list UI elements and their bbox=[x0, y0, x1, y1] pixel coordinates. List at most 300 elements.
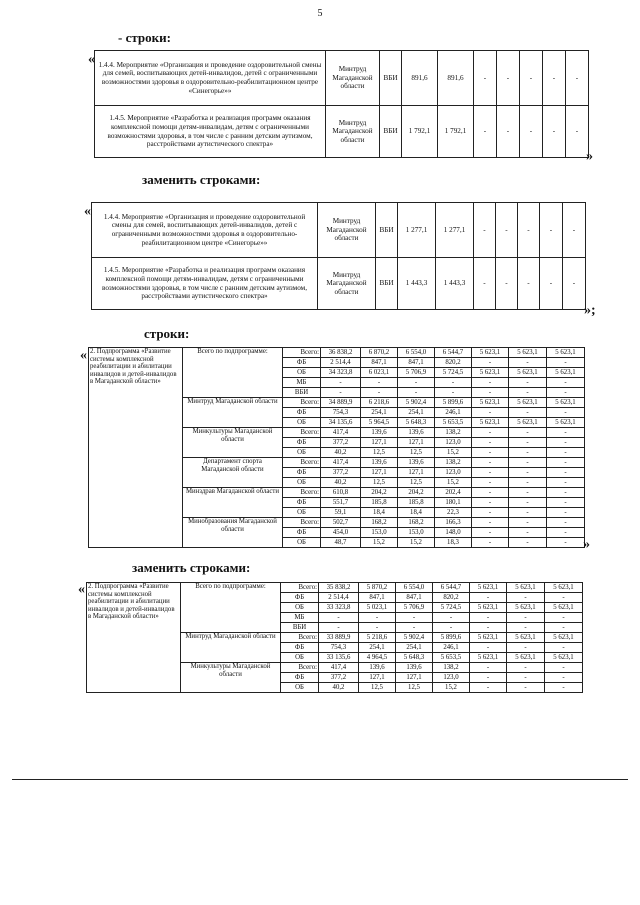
amount-cell: - bbox=[472, 458, 509, 468]
responsible-org: Минтруд Магаданской области bbox=[181, 633, 281, 663]
amount-cell: - bbox=[470, 683, 507, 693]
amount-cell: 123,0 bbox=[433, 673, 470, 683]
amount-cell: 34 889,9 bbox=[321, 398, 361, 408]
amount-cell: 847,1 bbox=[361, 358, 398, 368]
amount-cell: 5 964,5 bbox=[361, 418, 398, 428]
close-quote-semicolon: »; bbox=[584, 303, 596, 318]
amount-cell: - bbox=[547, 428, 585, 438]
amount-cell: 5 623,1 bbox=[547, 418, 585, 428]
amount-cell: - bbox=[509, 388, 547, 398]
table-row bbox=[95, 106, 589, 158]
amount-cell: - bbox=[361, 378, 398, 388]
amount-cell: 847,1 bbox=[359, 593, 396, 603]
amount-cell: 148,0 bbox=[435, 528, 472, 538]
amount-cell: 6 870,2 bbox=[361, 348, 398, 358]
amount-cell: 6 554,0 bbox=[396, 583, 433, 593]
amount-cell: 417,4 bbox=[321, 458, 361, 468]
amount-cell: - bbox=[396, 613, 433, 623]
amount-cell: - bbox=[509, 378, 547, 388]
amount-cell: 5 653,5 bbox=[435, 418, 472, 428]
funding-source: Всего: bbox=[283, 458, 321, 468]
amount-cell: - bbox=[507, 643, 545, 653]
amount-cell: - bbox=[474, 106, 497, 158]
amount-cell: - bbox=[509, 428, 547, 438]
amount-cell: 5 623,1 bbox=[509, 348, 547, 358]
amount-cell: 5 902,4 bbox=[396, 633, 433, 643]
amount-cell: 12,5 bbox=[398, 448, 435, 458]
amount-cell: - bbox=[509, 448, 547, 458]
responsible-org: Департамент спорта Магаданской области bbox=[183, 458, 283, 488]
amount-cell: 153,0 bbox=[398, 528, 435, 538]
amount-cell: - bbox=[474, 203, 496, 258]
amount-cell: - bbox=[547, 478, 585, 488]
amount-cell: - bbox=[509, 458, 547, 468]
amount-cell: - bbox=[547, 528, 585, 538]
page-divider bbox=[12, 779, 628, 780]
amount-cell: 5 623,1 bbox=[472, 418, 509, 428]
amount-cell: - bbox=[359, 613, 396, 623]
amount-cell: 5 218,6 bbox=[359, 633, 396, 643]
responsible-org: Минтруд Магаданской области bbox=[326, 51, 380, 106]
amount-cell: 6 544,7 bbox=[435, 348, 472, 358]
funding-source: ВБИ bbox=[376, 258, 398, 310]
amount-cell: 5 623,1 bbox=[547, 348, 585, 358]
responsible-org: Минздрав Магаданской области bbox=[183, 488, 283, 518]
amount-cell: - bbox=[545, 663, 583, 673]
responsible-org: Минтруд Магаданской области bbox=[318, 258, 376, 310]
amount-cell: - bbox=[507, 623, 545, 633]
funding-source: Всего: bbox=[283, 398, 321, 408]
funding-source: ОБ bbox=[283, 538, 321, 548]
amount-cell: 204,2 bbox=[398, 488, 435, 498]
amount-cell: 18,4 bbox=[398, 508, 435, 518]
amount-cell: 127,1 bbox=[361, 438, 398, 448]
amount-cell: - bbox=[547, 438, 585, 448]
open-quote: « bbox=[80, 348, 87, 363]
amount-cell: - bbox=[507, 593, 545, 603]
amount-cell: - bbox=[540, 203, 563, 258]
amount-cell: 254,1 bbox=[396, 643, 433, 653]
amount-cell: 1 443,3 bbox=[398, 258, 436, 310]
amount-cell: 5 706,9 bbox=[396, 603, 433, 613]
funding-source: Всего: bbox=[281, 583, 319, 593]
amount-cell: - bbox=[543, 106, 566, 158]
amount-cell: - bbox=[509, 478, 547, 488]
amount-cell: 6 218,6 bbox=[361, 398, 398, 408]
amount-cell: - bbox=[566, 106, 589, 158]
amount-cell: 15,2 bbox=[398, 538, 435, 548]
amount-cell: - bbox=[472, 408, 509, 418]
amount-cell: 168,2 bbox=[398, 518, 435, 528]
amount-cell: 454,0 bbox=[321, 528, 361, 538]
heading-replace: заменить строками: bbox=[132, 560, 251, 575]
amount-cell: - bbox=[547, 538, 585, 548]
amount-cell: - bbox=[547, 468, 585, 478]
small-table-replacement bbox=[91, 202, 586, 310]
amount-cell: 6 544,7 bbox=[433, 583, 470, 593]
amount-cell: 15,2 bbox=[435, 448, 472, 458]
table-row bbox=[89, 348, 585, 358]
amount-cell: 5 623,1 bbox=[472, 368, 509, 378]
funding-source: ВБИ bbox=[376, 203, 398, 258]
amount-cell: - bbox=[507, 613, 545, 623]
amount-cell: 5 623,1 bbox=[507, 583, 545, 593]
amount-cell: 180,1 bbox=[435, 498, 472, 508]
amount-cell: - bbox=[563, 203, 586, 258]
table-row bbox=[87, 583, 583, 593]
funding-source: ОБ bbox=[283, 418, 321, 428]
amount-cell: 5 623,1 bbox=[472, 348, 509, 358]
amount-cell: - bbox=[472, 528, 509, 538]
amount-cell: 5 623,1 bbox=[472, 398, 509, 408]
amount-cell: 34 323,8 bbox=[321, 368, 361, 378]
open-quote: « bbox=[78, 582, 85, 597]
amount-cell: 2 514,4 bbox=[319, 593, 359, 603]
amount-cell: 5 623,1 bbox=[545, 583, 583, 593]
amount-cell: 5 023,1 bbox=[359, 603, 396, 613]
close-quote: » bbox=[583, 537, 590, 552]
event-description: 1.4.4. Мероприятие «Организация и проведение оздоровительной смены для семей, воспитывающих детей-инвалидов, детей с ограниченными возможностями здоровья в оздоровительно-реабилитационном центре «Синегорье»» bbox=[92, 203, 318, 258]
amount-cell: - bbox=[547, 378, 585, 388]
amount-cell: 12,5 bbox=[359, 683, 396, 693]
amount-cell: - bbox=[435, 388, 472, 398]
amount-cell: 123,0 bbox=[435, 468, 472, 478]
amount-cell: 2 514,4 bbox=[321, 358, 361, 368]
amount-cell: 59,1 bbox=[321, 508, 361, 518]
amount-cell: - bbox=[396, 623, 433, 633]
amount-cell: 417,4 bbox=[321, 428, 361, 438]
amount-cell: 5 623,1 bbox=[545, 603, 583, 613]
amount-cell: 246,1 bbox=[433, 643, 470, 653]
funding-source: ФБ bbox=[283, 528, 321, 538]
amount-cell: 254,1 bbox=[398, 408, 435, 418]
amount-cell: - bbox=[547, 508, 585, 518]
amount-cell: 5 899,6 bbox=[433, 633, 470, 643]
amount-cell: 40,2 bbox=[321, 448, 361, 458]
funding-source: ВБИ bbox=[281, 623, 319, 633]
amount-cell: - bbox=[474, 258, 496, 310]
amount-cell: 12,5 bbox=[361, 448, 398, 458]
amount-cell: 185,8 bbox=[361, 498, 398, 508]
responsible-org: Всего по подпрограмме: bbox=[181, 583, 281, 633]
amount-cell: 127,1 bbox=[361, 468, 398, 478]
amount-cell: 204,2 bbox=[361, 488, 398, 498]
responsible-org: Минкультуры Магаданской области bbox=[181, 663, 281, 693]
amount-cell: 22,3 bbox=[435, 508, 472, 518]
amount-cell: 138,2 bbox=[435, 458, 472, 468]
responsible-org: Всего по подпрограмме: bbox=[183, 348, 283, 398]
amount-cell: - bbox=[547, 488, 585, 498]
amount-cell: - bbox=[543, 51, 566, 106]
amount-cell: 5 623,1 bbox=[507, 603, 545, 613]
funding-source: Всего: bbox=[283, 428, 321, 438]
amount-cell: 127,1 bbox=[398, 438, 435, 448]
amount-cell: - bbox=[518, 258, 540, 310]
subprogram-name: 2. Подпрограмма «Развитие системы комплексной реабилитации и абилитации инвалидов и детей-инвалидов в Магаданской области» bbox=[89, 348, 183, 548]
amount-cell: 139,6 bbox=[398, 428, 435, 438]
amount-cell: - bbox=[509, 538, 547, 548]
amount-cell: 5 706,9 bbox=[398, 368, 435, 378]
table-row bbox=[92, 203, 586, 258]
amount-cell: - bbox=[433, 613, 470, 623]
amount-cell: 6 554,0 bbox=[398, 348, 435, 358]
amount-cell: 254,1 bbox=[361, 408, 398, 418]
amount-cell: 12,5 bbox=[396, 683, 433, 693]
amount-cell: - bbox=[472, 508, 509, 518]
amount-cell: 5 724,5 bbox=[435, 368, 472, 378]
funding-source: ОБ bbox=[283, 368, 321, 378]
amount-cell: - bbox=[509, 498, 547, 508]
amount-cell: - bbox=[509, 488, 547, 498]
amount-cell: 5 623,1 bbox=[509, 368, 547, 378]
amount-cell: 33 889,9 bbox=[319, 633, 359, 643]
funding-source: Всего: bbox=[281, 633, 319, 643]
table-row bbox=[92, 258, 586, 310]
amount-cell: - bbox=[509, 468, 547, 478]
amount-cell: 377,2 bbox=[321, 438, 361, 448]
amount-cell: 502,7 bbox=[321, 518, 361, 528]
responsible-org: Минтруд Магаданской области bbox=[183, 398, 283, 428]
funding-source: ОБ bbox=[281, 653, 319, 663]
amount-cell: 5 648,3 bbox=[396, 653, 433, 663]
amount-cell: 1 443,3 bbox=[436, 258, 474, 310]
amount-cell: - bbox=[547, 408, 585, 418]
amount-cell: 139,6 bbox=[361, 428, 398, 438]
amount-cell: 15,2 bbox=[361, 538, 398, 548]
amount-cell: 847,1 bbox=[398, 358, 435, 368]
amount-cell: 377,2 bbox=[321, 468, 361, 478]
budget-table-replacement bbox=[86, 582, 583, 693]
amount-cell: - bbox=[472, 498, 509, 508]
amount-cell: 138,2 bbox=[433, 663, 470, 673]
amount-cell: 5 623,1 bbox=[545, 653, 583, 663]
amount-cell: - bbox=[474, 51, 497, 106]
amount-cell: - bbox=[509, 528, 547, 538]
subprogram-name: 2. Подпрограмма «Развитие системы комплексной реабилитации и абилитации инвалидов и детей-инвалидов в Магаданской области» bbox=[87, 583, 181, 693]
amount-cell: 5 648,3 bbox=[398, 418, 435, 428]
amount-cell: - bbox=[321, 388, 361, 398]
amount-cell: - bbox=[509, 358, 547, 368]
amount-cell: - bbox=[472, 488, 509, 498]
page-number: 5 bbox=[317, 8, 323, 19]
funding-source: ФБ bbox=[281, 593, 319, 603]
amount-cell: - bbox=[470, 663, 507, 673]
amount-cell: 166,3 bbox=[435, 518, 472, 528]
amount-cell: - bbox=[509, 438, 547, 448]
amount-cell: - bbox=[496, 258, 518, 310]
amount-cell: - bbox=[472, 448, 509, 458]
amount-cell: 18,3 bbox=[435, 538, 472, 548]
amount-cell: - bbox=[319, 613, 359, 623]
amount-cell: - bbox=[545, 613, 583, 623]
amount-cell: 12,5 bbox=[361, 478, 398, 488]
open-quote: « bbox=[84, 204, 91, 219]
amount-cell: 5 899,6 bbox=[435, 398, 472, 408]
funding-source: ФБ bbox=[281, 673, 319, 683]
amount-cell: - bbox=[470, 593, 507, 603]
funding-source: ОБ bbox=[283, 478, 321, 488]
funding-source: ФБ bbox=[283, 358, 321, 368]
amount-cell: - bbox=[507, 663, 545, 673]
amount-cell: 5 623,1 bbox=[470, 583, 507, 593]
amount-cell: - bbox=[472, 428, 509, 438]
amount-cell: - bbox=[472, 518, 509, 528]
amount-cell: - bbox=[359, 623, 396, 633]
amount-cell: - bbox=[470, 613, 507, 623]
amount-cell: - bbox=[496, 203, 518, 258]
funding-source: ОБ bbox=[283, 448, 321, 458]
amount-cell: 5 653,5 bbox=[433, 653, 470, 663]
amount-cell: 15,2 bbox=[435, 478, 472, 488]
amount-cell: 5 724,5 bbox=[433, 603, 470, 613]
event-description: 1.4.4. Мероприятие «Организация и проведение оздоровительной смены для семей, воспитывающих детей-инвалидов, детей с ограниченными возможностями здоровья в оздоровительно-реабилитационном центре «Синегорье»» bbox=[95, 51, 326, 106]
funding-source: ФБ bbox=[283, 498, 321, 508]
funding-source: МБ bbox=[281, 613, 319, 623]
amount-cell: 15,2 bbox=[433, 683, 470, 693]
amount-cell: 35 838,2 bbox=[319, 583, 359, 593]
funding-source: МБ bbox=[283, 378, 321, 388]
amount-cell: - bbox=[472, 388, 509, 398]
funding-source: ОБ bbox=[281, 603, 319, 613]
close-quote: » bbox=[586, 149, 593, 164]
amount-cell: 847,1 bbox=[396, 593, 433, 603]
amount-cell: - bbox=[470, 673, 507, 683]
funding-source: ВБИ bbox=[283, 388, 321, 398]
amount-cell: 5 870,2 bbox=[359, 583, 396, 593]
amount-cell: 202,4 bbox=[435, 488, 472, 498]
amount-cell: - bbox=[361, 388, 398, 398]
amount-cell: - bbox=[545, 673, 583, 683]
amount-cell: 139,6 bbox=[361, 458, 398, 468]
amount-cell: 377,2 bbox=[319, 673, 359, 683]
amount-cell: - bbox=[518, 203, 540, 258]
amount-cell: - bbox=[435, 378, 472, 388]
amount-cell: - bbox=[472, 358, 509, 368]
amount-cell: - bbox=[398, 388, 435, 398]
amount-cell: 5 623,1 bbox=[547, 398, 585, 408]
amount-cell: 891,6 bbox=[438, 51, 474, 106]
amount-cell: 5 623,1 bbox=[470, 653, 507, 663]
funding-source: Всего: bbox=[283, 518, 321, 528]
amount-cell: 5 623,1 bbox=[547, 368, 585, 378]
amount-cell: - bbox=[509, 508, 547, 518]
amount-cell: 5 623,1 bbox=[507, 633, 545, 643]
amount-cell: 5 623,1 bbox=[507, 653, 545, 663]
amount-cell: - bbox=[472, 538, 509, 548]
amount-cell: 754,3 bbox=[319, 643, 359, 653]
amount-cell: - bbox=[545, 683, 583, 693]
amount-cell: - bbox=[497, 106, 520, 158]
amount-cell: 18,4 bbox=[361, 508, 398, 518]
amount-cell: 820,2 bbox=[433, 593, 470, 603]
amount-cell: - bbox=[470, 643, 507, 653]
amount-cell: - bbox=[472, 478, 509, 488]
funding-source: Всего: bbox=[281, 663, 319, 673]
amount-cell: 551,7 bbox=[321, 498, 361, 508]
amount-cell: - bbox=[540, 258, 563, 310]
small-table-original bbox=[94, 50, 589, 158]
table-row bbox=[95, 51, 589, 106]
amount-cell: 5 623,1 bbox=[509, 418, 547, 428]
amount-cell: 1 277,1 bbox=[436, 203, 474, 258]
amount-cell: - bbox=[563, 258, 586, 310]
amount-cell: 168,2 bbox=[361, 518, 398, 528]
amount-cell: 127,1 bbox=[359, 673, 396, 683]
funding-source: ВБИ bbox=[380, 51, 402, 106]
funding-source: ФБ bbox=[283, 408, 321, 418]
amount-cell: 5 623,1 bbox=[470, 603, 507, 613]
amount-cell: - bbox=[547, 358, 585, 368]
amount-cell: - bbox=[520, 106, 543, 158]
amount-cell: 417,4 bbox=[319, 663, 359, 673]
heading-replace: заменить строками: bbox=[142, 172, 261, 187]
funding-source: ОБ bbox=[283, 508, 321, 518]
amount-cell: 40,2 bbox=[321, 478, 361, 488]
amount-cell: 123,0 bbox=[435, 438, 472, 448]
heading-rows: строки: bbox=[144, 326, 190, 341]
amount-cell: - bbox=[507, 673, 545, 683]
amount-cell: 820,2 bbox=[435, 358, 472, 368]
amount-cell: - bbox=[472, 378, 509, 388]
responsible-org: Минкультуры Магаданской области bbox=[183, 428, 283, 458]
open-quote: « bbox=[88, 52, 95, 67]
funding-source: Всего: bbox=[283, 488, 321, 498]
amount-cell: 185,8 bbox=[398, 498, 435, 508]
amount-cell: - bbox=[547, 448, 585, 458]
amount-cell: 1 792,1 bbox=[438, 106, 474, 158]
amount-cell: - bbox=[433, 623, 470, 633]
heading-rows: - строки: bbox=[118, 30, 171, 45]
funding-source: ВБИ bbox=[380, 106, 402, 158]
amount-cell: 139,6 bbox=[359, 663, 396, 673]
amount-cell: 5 623,1 bbox=[545, 633, 583, 643]
amount-cell: - bbox=[545, 623, 583, 633]
amount-cell: - bbox=[545, 593, 583, 603]
funding-source: ФБ bbox=[283, 468, 321, 478]
amount-cell: - bbox=[547, 388, 585, 398]
amount-cell: 254,1 bbox=[359, 643, 396, 653]
amount-cell: 48,7 bbox=[321, 538, 361, 548]
amount-cell: 5 623,1 bbox=[509, 398, 547, 408]
amount-cell: - bbox=[547, 518, 585, 528]
amount-cell: - bbox=[470, 623, 507, 633]
funding-source: Всего: bbox=[283, 348, 321, 358]
amount-cell: - bbox=[398, 378, 435, 388]
amount-cell: 5 623,1 bbox=[470, 633, 507, 643]
amount-cell: 36 838,2 bbox=[321, 348, 361, 358]
amount-cell: 5 902,4 bbox=[398, 398, 435, 408]
amount-cell: - bbox=[472, 468, 509, 478]
responsible-org: Минобразования Магаданской области bbox=[183, 518, 283, 548]
amount-cell: 12,5 bbox=[398, 478, 435, 488]
amount-cell: 34 135,6 bbox=[321, 418, 361, 428]
responsible-org: Минтруд Магаданской области bbox=[326, 106, 380, 158]
amount-cell: 33 135,6 bbox=[319, 653, 359, 663]
budget-table-original bbox=[88, 347, 585, 548]
funding-source: ОБ bbox=[281, 683, 319, 693]
amount-cell: - bbox=[547, 458, 585, 468]
amount-cell: 40,2 bbox=[319, 683, 359, 693]
amount-cell: 138,2 bbox=[435, 428, 472, 438]
funding-source: ФБ bbox=[281, 643, 319, 653]
amount-cell: - bbox=[545, 643, 583, 653]
amount-cell: 139,6 bbox=[396, 663, 433, 673]
amount-cell: - bbox=[319, 623, 359, 633]
amount-cell: 246,1 bbox=[435, 408, 472, 418]
amount-cell: - bbox=[566, 51, 589, 106]
amount-cell: - bbox=[520, 51, 543, 106]
amount-cell: - bbox=[472, 438, 509, 448]
